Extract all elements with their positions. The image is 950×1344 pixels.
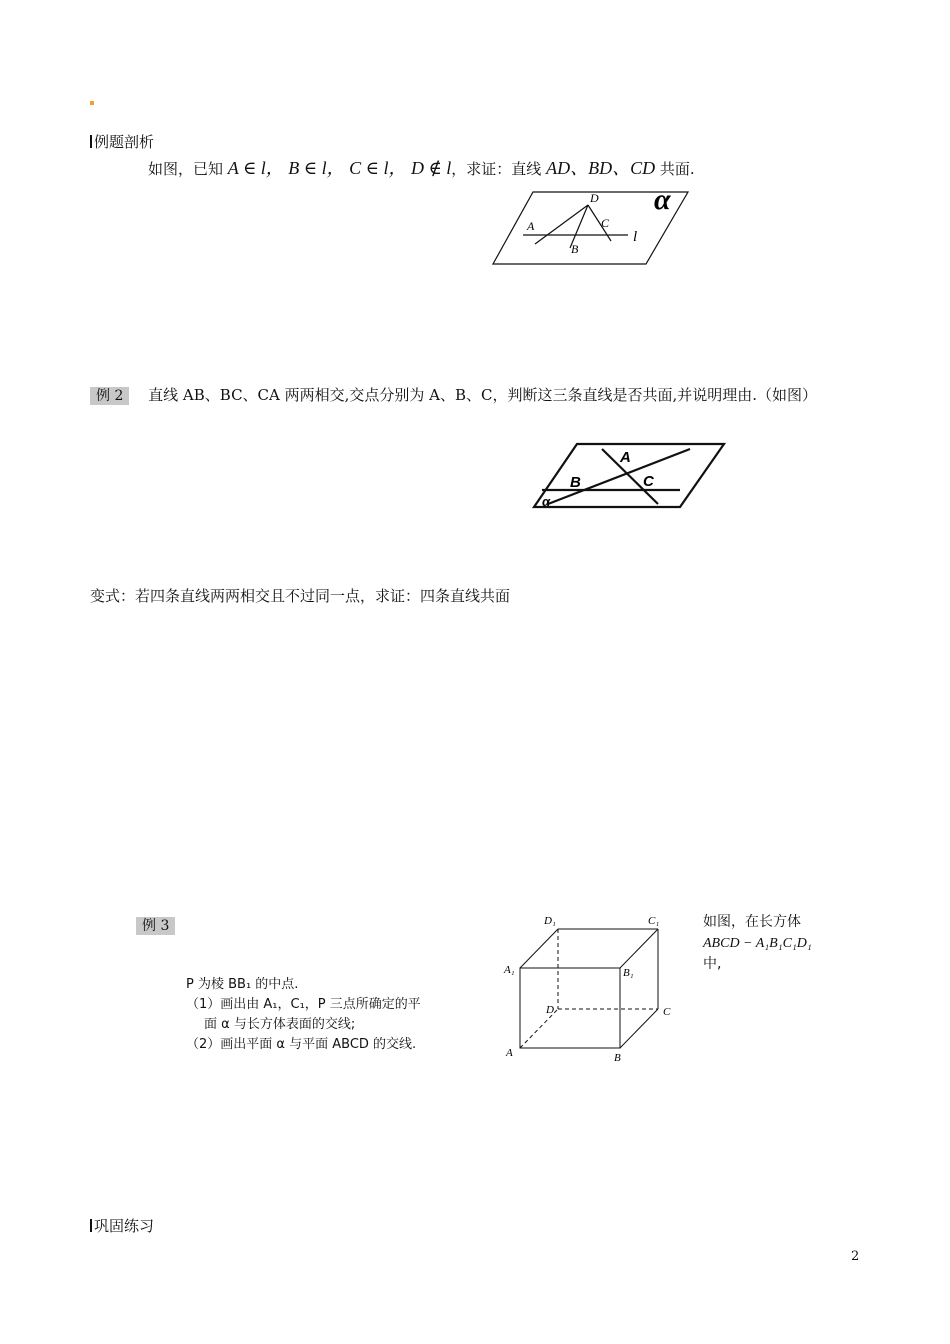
heading-bar-icon — [90, 1219, 92, 1232]
label-B: B — [570, 474, 581, 491]
example2-text: 例 2 直线 AB、BC、CA 两两相交,交点分别为 A、B、C，判断这三条直线是否共面,并说明理由.（如图） — [90, 384, 817, 405]
section-heading-examples: 例题剖析 — [90, 131, 154, 152]
orange-mark — [90, 101, 94, 105]
example3-questions — [186, 975, 421, 1055]
intro-line3: 中, — [703, 956, 722, 972]
figure1-plane-diagram — [488, 185, 693, 270]
label-D: D — [546, 1004, 554, 1016]
label-C: C — [643, 473, 654, 490]
question2-line: （2）画出平面 α 与平面 ABCD 的交线. — [186, 1037, 417, 1052]
label-l: l — [633, 229, 638, 245]
example3-tag: 例 3 — [136, 917, 175, 935]
p-midpoint-line: P 为棱 BB₁ 的中点. — [186, 977, 299, 992]
variant-text: 变式：若四条直线两两相交且不过同一点，求证：四条直线共面 — [90, 587, 511, 605]
intro-line1: 如图，在长方体 — [703, 914, 801, 930]
example3-tag-row — [136, 915, 175, 935]
label-alpha: α — [542, 494, 551, 509]
label-C: C — [663, 1006, 671, 1018]
front-face — [520, 968, 620, 1048]
intro-line2: ABCD − A₁B₁C₁D₁ — [703, 936, 812, 951]
label-C: C — [601, 216, 610, 230]
figure3-cuboid-diagram — [498, 908, 683, 1068]
label-A1: A₁ — [504, 964, 515, 976]
label-A: A — [506, 1047, 513, 1059]
heading-bar-icon — [90, 135, 92, 148]
label-alpha: α — [654, 185, 671, 216]
example3-intro — [703, 912, 812, 975]
question1-line2: 面 α 与长方体表面的交线; — [204, 1017, 356, 1032]
label-A: A — [620, 449, 631, 466]
label-A: A — [527, 219, 535, 233]
problem1-text: 如图，已知 A ∈ l， B ∈ l， C ∈ l， D ∉ l，求证：直线 AD、BD、CD 共面. — [148, 158, 695, 178]
label-D1: D₁ — [544, 915, 556, 927]
section-heading-practice: 巩固练习 — [90, 1215, 154, 1236]
label-B: B — [614, 1052, 621, 1064]
example2-tag: 例 2 — [90, 387, 129, 405]
page-number: 2 — [851, 1249, 860, 1264]
figure2-three-lines-diagram — [530, 440, 730, 512]
question1-line1: （1）画出由 A₁，C₁，P 三点所确定的平 — [186, 997, 421, 1012]
label-C1: C₁ — [648, 915, 660, 927]
label-D: D — [590, 191, 599, 205]
label-B1: B₁ — [623, 967, 634, 979]
label-B: B — [571, 242, 579, 256]
